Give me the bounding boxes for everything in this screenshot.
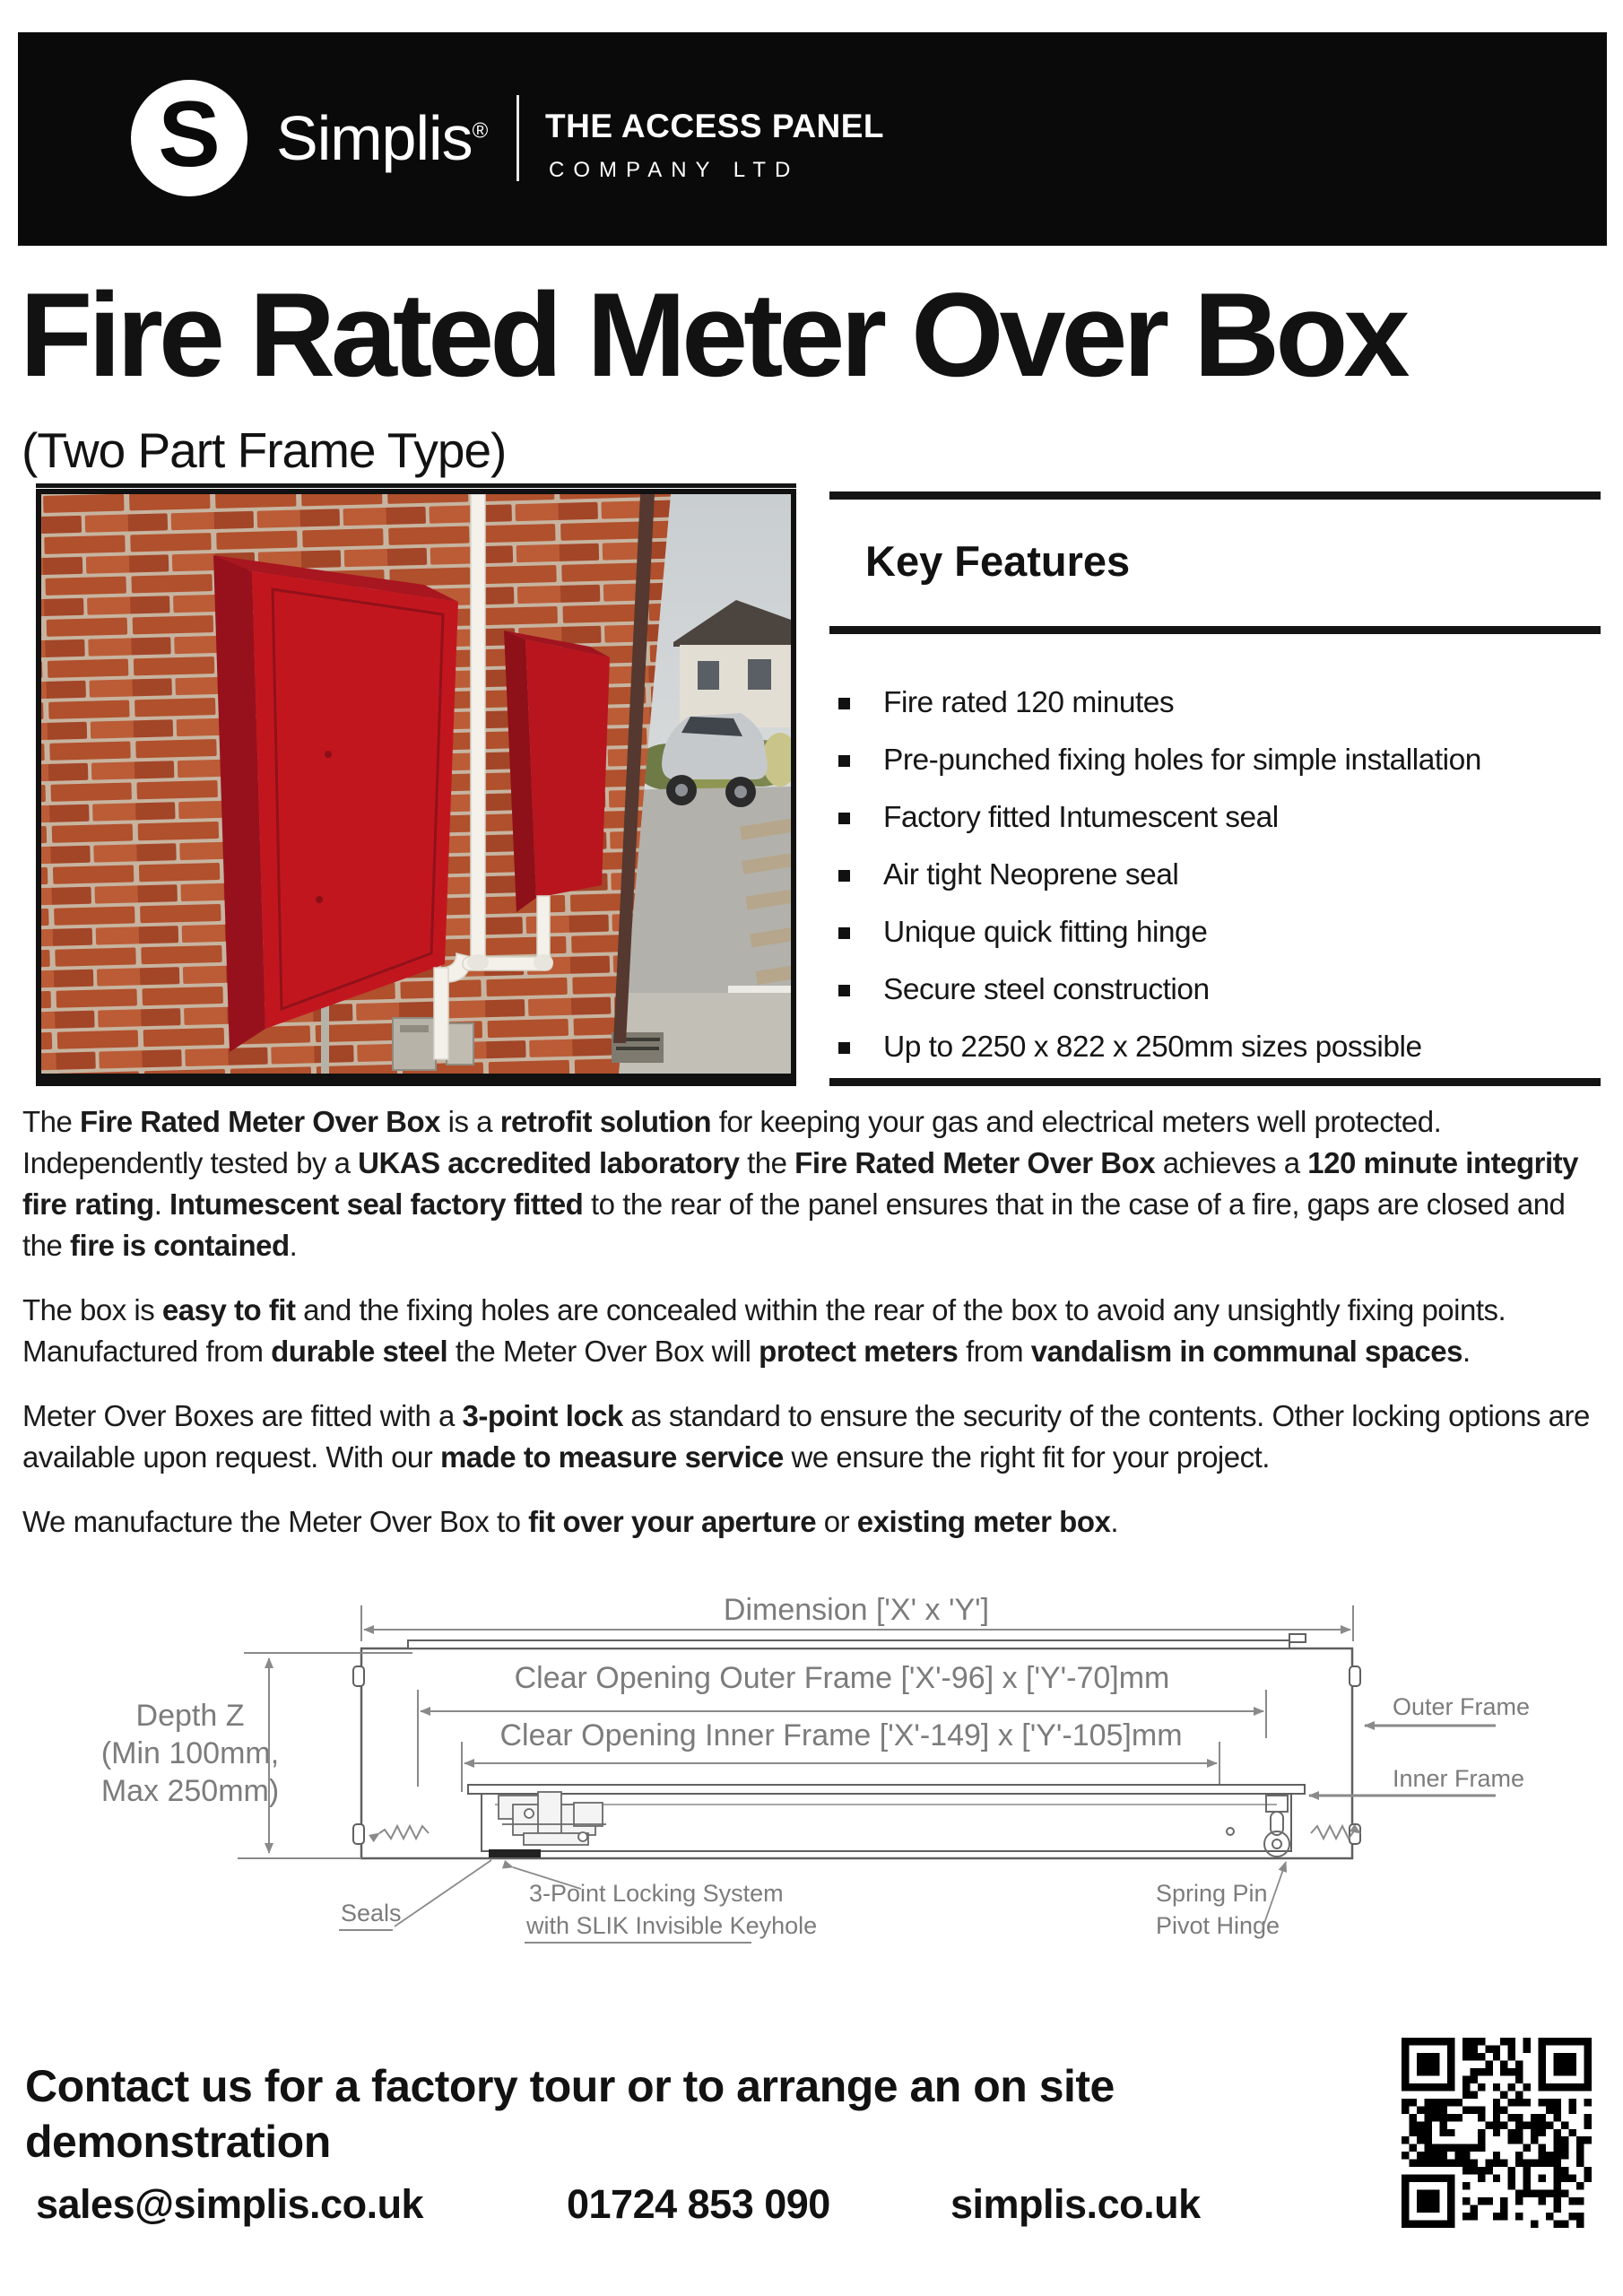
key-feature-item: Secure steel construction [838,961,1601,1019]
key-feature-item: Air tight Neoprene seal [838,847,1601,904]
inner-frame-label: Inner Frame [1393,1765,1525,1792]
footer-heading-line2: demonstration [25,2117,331,2167]
key-feature-item: Unique quick fitting hinge [838,904,1601,961]
key-features-bottom-rule [829,1078,1601,1086]
footer-heading [25,2058,1263,2170]
contact-phone-link[interactable]: 01724 853 090 [567,2181,830,2227]
footer-heading-line1: Contact us for a factory tour or to arrange an on site [25,2061,1115,2111]
intumescent-seal-strip [489,1849,541,1857]
contact-website-link[interactable]: simplis.co.uk [950,2181,1201,2227]
product-photo [36,489,796,1086]
body-paragraph: The box is easy to fit and the fixing holes are concealed within the rear of the box to avoid any unsightly fixing points. Manufactured from durable steel the Meter Over Box will protect meters from vandalism in communal spaces. [22,1293,1506,1368]
page-subtitle: (Two Part Frame Type) [22,422,507,478]
technical-diagram [90,1589,1578,1948]
qr-code-image [1402,2038,1592,2228]
lock-label-line2: with SLIK Invisible Keyhole [526,1912,818,1939]
depth-label-line2: (Min 100mm, [100,1736,280,1770]
header-bar [18,32,1607,246]
photo-illustration [41,494,791,1074]
outer-frame-label: Outer Frame [1393,1693,1531,1720]
seals-label: Seals [341,1900,402,1926]
key-features-top-rule [829,491,1601,500]
outer-opening-label: Clear Opening Outer Frame ['X'-96] x ['Y'-70]mm [514,1661,1170,1695]
dimension-label: Dimension ['X' x 'Y'] [723,1593,990,1627]
key-feature-item: Pre-punched fixing holes for simple installation [838,732,1601,789]
body-paragraph: We manufacture the Meter Over Box to fit over your aperture or existing meter box. [22,1505,1119,1538]
key-features-list [838,674,1601,1076]
page-title: Fire Rated Meter Over Box [20,269,1406,402]
hinge-label-line1: Spring Pin [1156,1880,1268,1907]
key-feature-item: Fire rated 120 minutes [838,674,1601,732]
key-feature-item: Factory fitted Intumescent seal [838,789,1601,847]
inner-frame-flange [468,1785,1305,1794]
body-paragraph: The Fire Rated Meter Over Box is a retrofit solution for keeping your gas and electrical meters well protected. Independently tested by a UKAS accredited laboratory the Fire Rated Meter Over Box achieves a 120 minute integrity fire rating. Intumescent seal factory fitted to the rear of the panel ensures that in the case of a fire, gaps are closed and the fire is contained. [22,1105,1578,1262]
contact-email-link[interactable]: sales@simplis.co.uk [36,2181,424,2227]
brand-name: Simplis® [276,103,488,173]
hinge-label-line2: Pivot Hinge [1156,1912,1280,1939]
simplis-logo-icon [131,80,247,196]
inner-opening-label: Clear Opening Inner Frame ['X'-149] x ['Y'-105]mm [499,1718,1183,1752]
depth-label-line1: Depth Z [135,1699,245,1733]
body-paragraph: Meter Over Boxes are fitted with a 3-point lock as standard to ensure the security of the contents. Other locking options are available upon request. With our made to measure service we ensure the right fit for your project. [22,1399,1590,1474]
key-features-heading: Key Features [865,537,1131,585]
qr-code [1402,2038,1592,2228]
left-divider-rule [36,483,796,488]
depth-label-line3: Max 250mm) [100,1774,280,1808]
logo-mark: S [158,83,221,187]
brand-divider [516,95,519,181]
key-features-mid-rule [829,626,1601,634]
company-name-line1: THE ACCESS PANEL [545,108,885,144]
registered-mark: ® [472,118,488,144]
body-copy [22,1101,1602,1566]
red-meter-box-small [504,631,610,912]
key-feature-item: Up to 2250 x 822 x 250mm sizes possible [838,1019,1601,1076]
lock-label-line1: 3-Point Locking System [529,1880,784,1907]
company-name-line2: COMPANY LTD [549,158,800,182]
